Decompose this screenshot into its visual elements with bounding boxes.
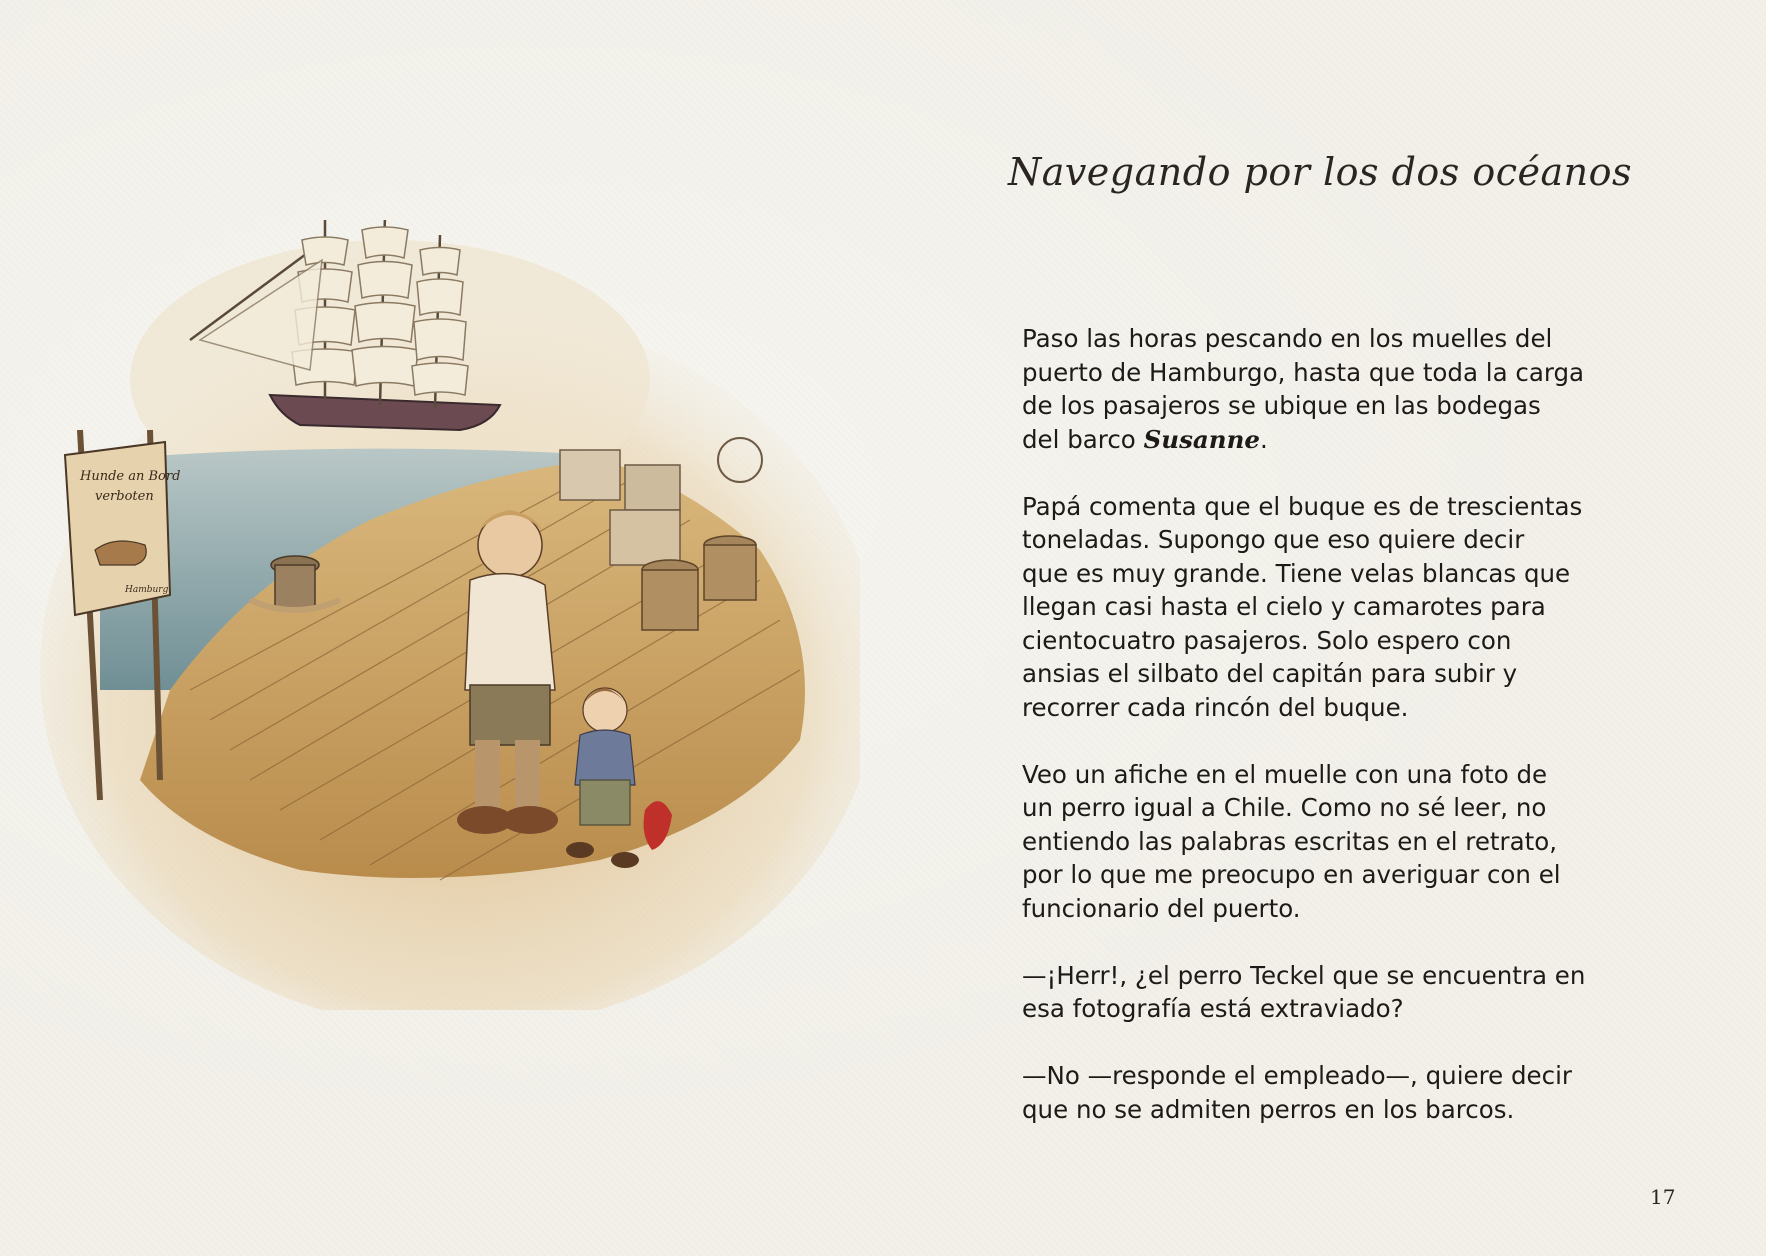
text-fragment: . [1259,424,1268,454]
text-line: —No —responde el empleado—, quiere decir [1022,1061,1572,1090]
text-line: que es muy grande. Tiene velas blancas que [1022,558,1571,588]
text-line: funcionario del puerto. [1022,893,1301,923]
text-line: esa fotografía está extraviado? [1022,994,1404,1023]
text-line [1022,423,1642,457]
text-line: ansias el silbato del capitán para subir y [1022,659,1518,688]
text-line: Veo un afiche en el muelle con una foto de [1022,759,1548,789]
text-line: un perro igual a Chile. Como no sé leer, no [1022,793,1547,822]
story-text [1022,322,1642,1160]
harbor-illustration [40,220,860,1010]
paragraph-1 [1022,322,1642,456]
text-line: toneladas. Supongo que eso quiere decir [1022,525,1525,554]
text-line: que no se admiten perros en los barcos. [1022,1094,1515,1124]
text-fragment: del barco [1022,424,1144,454]
ship-name: Susanne [1143,424,1260,454]
page-title: Navegando por los dos océanos [1007,150,1633,194]
paragraph-2 [1022,490,1642,725]
text-line: por lo que me preocupo en averiguar con el [1022,860,1561,889]
text-line: —¡Herr!, ¿el perro Teckel que se encuentra en [1022,960,1586,990]
paragraph-5 [1022,1059,1642,1126]
paragraph-4 [1022,959,1642,1026]
sign-text-line2: verboten [95,489,154,504]
sign-footer-text: Hamburg [125,585,169,595]
text-line: de los pasajeros se ubique en las bodegas [1022,391,1541,420]
page-number: 17 [1650,1185,1676,1209]
paragraph-3 [1022,758,1642,926]
text-line: llegan casi hasta el cielo y camarotes para [1022,592,1546,621]
text-line: cientocuatro pasajeros. Solo espero con [1022,625,1512,655]
text-line: recorrer cada rincón del buque. [1022,692,1409,722]
text-line: puerto de Hamburgo, hasta que toda la carga [1022,357,1585,387]
text-line: Paso las horas pescando en los muelles del [1022,324,1553,353]
sign-text-line1: Hunde an Bord [80,469,181,484]
text-line: entiendo las palabras escritas en el retrato, [1022,826,1557,856]
text-line: Papá comenta que el buque es de trescientas [1022,491,1583,521]
